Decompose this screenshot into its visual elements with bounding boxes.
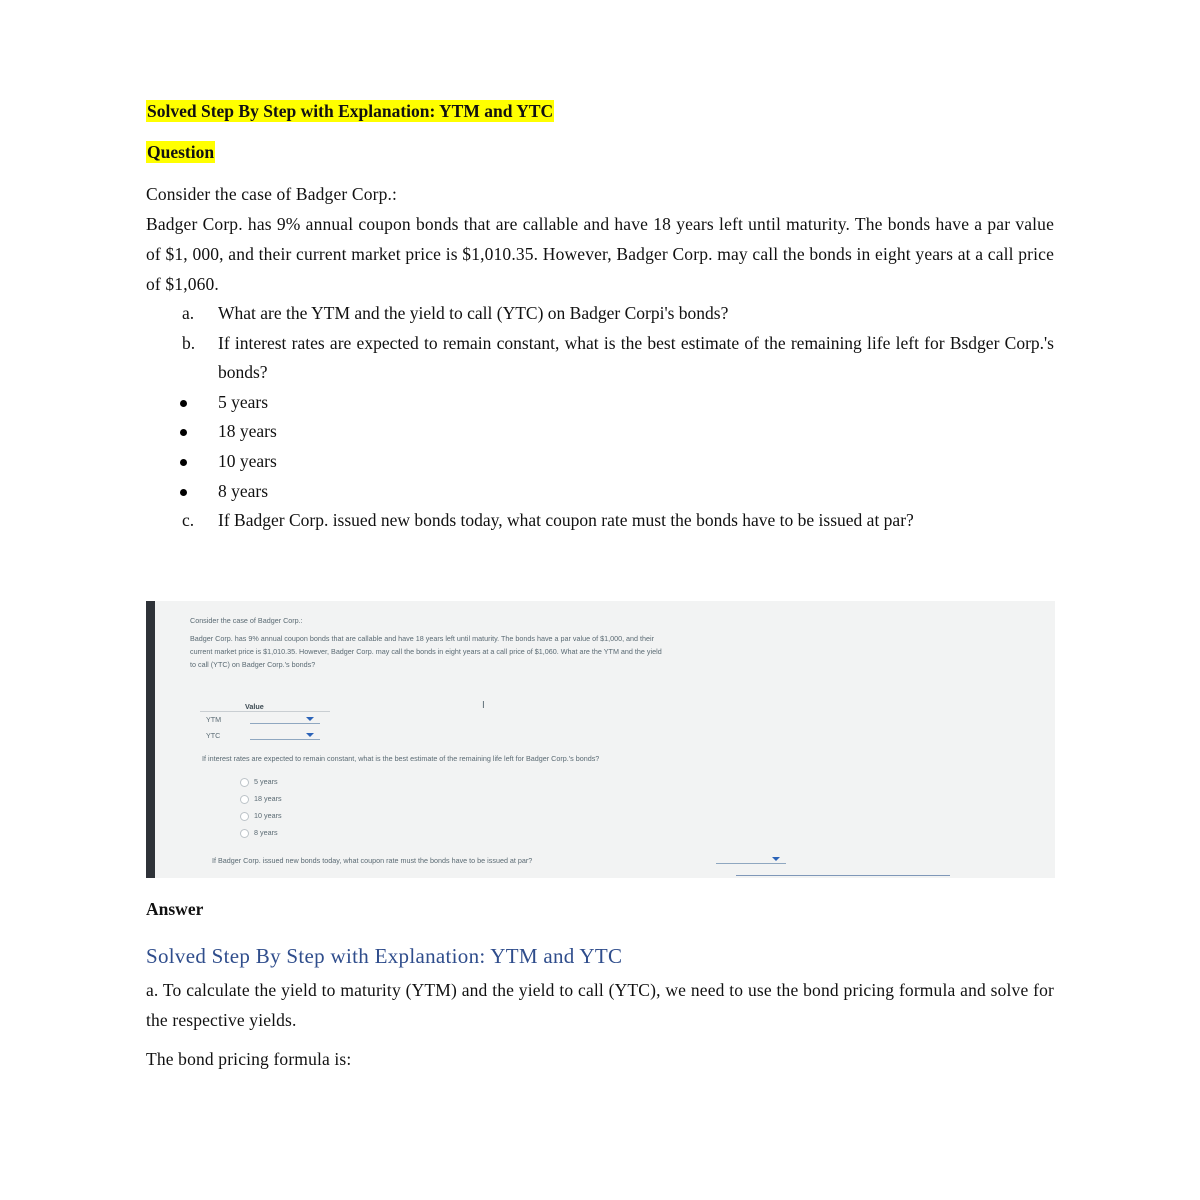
list-item	[182, 299, 1054, 329]
radio-10-years[interactable]	[240, 812, 249, 821]
radio-5-years[interactable]	[240, 778, 249, 787]
chevron-down-icon[interactable]	[306, 733, 314, 737]
chevron-down-icon[interactable]	[772, 857, 780, 861]
option-item	[218, 388, 1054, 418]
document-title: Solved Step By Step with Explanation: YTM and YTC	[147, 101, 554, 121]
chevron-down-icon[interactable]	[306, 717, 314, 721]
embedded-screenshot	[146, 601, 1055, 878]
list-item	[182, 506, 1054, 536]
list-text: If interest rates are expected to remain constant, what is the best estimate of the remaining life left for Bsdger Corp.'s bonds?	[218, 332, 1054, 383]
option-text: 18 years	[218, 421, 277, 442]
document-body	[146, 100, 1054, 536]
shot-bottom-line	[736, 875, 950, 876]
question-paragraph: Badger Corp. has 9% annual coupon bonds that are callable and have 18 years left until maturity. The bonds have a par value of $1, 000, and their current market price is $1,010.35. However, Badger Corp. may call the bonds in eight years at a call price of $1,060.	[146, 214, 1054, 294]
radio-18-years[interactable]	[240, 795, 249, 804]
screenshot-edge	[146, 601, 155, 878]
list-item	[182, 329, 1054, 388]
answer-label: Answer	[146, 899, 204, 919]
shot-paragraph-line: current market price is $1,010.35. However, Badger Corp. may call the bonds in eight years at a call price of $1,060. What are the YTM and the yield	[190, 647, 662, 656]
radio-label: 5 years	[254, 777, 278, 786]
list-mark: c.	[182, 510, 195, 531]
option-item	[218, 477, 1054, 507]
option-item	[218, 417, 1054, 447]
answer-subtitle: Solved Step By Step with Explanation: YTM and YTC	[146, 944, 623, 968]
radio-label: 10 years	[254, 811, 282, 820]
question-intro: Consider the case of Badger Corp.:	[146, 184, 398, 204]
bullet-icon	[180, 400, 187, 407]
value-header: Value	[245, 702, 264, 711]
option-text: 5 years	[218, 391, 269, 412]
shot-paragraph-line: Badger Corp. has 9% annual coupon bonds that are callable and have 18 years left until maturity. The bonds have a par value of $1,000, and their	[190, 634, 655, 643]
question-list	[182, 299, 1054, 536]
shot-question-b: If interest rates are expected to remain constant, what is the best estimate of the remaining life left for Badger Corp.'s bonds?	[202, 754, 600, 763]
radio-label: 8 years	[254, 828, 278, 837]
shot-intro: Consider the case of Badger Corp.:	[190, 616, 303, 625]
bullet-icon	[180, 459, 187, 466]
question-label: Question	[147, 142, 215, 162]
list-mark: a.	[182, 303, 195, 323]
text-cursor-icon: I	[482, 700, 485, 711]
ytc-label: YTC	[206, 731, 221, 740]
list-mark: b.	[182, 332, 196, 353]
option-text: 10 years	[218, 450, 277, 471]
shot-paragraph-line: to call (YTC) on Badger Corp.'s bonds?	[190, 660, 316, 669]
answer-paragraph: a. To calculate the yield to maturity (YTM) and the yield to call (YTC), we need to use the bond pricing formula and solve for the respective yields.	[146, 980, 1054, 1030]
radio-label: 18 years	[254, 794, 282, 803]
radio-8-years[interactable]	[240, 829, 249, 838]
option-item	[218, 447, 1054, 477]
bullet-icon	[180, 489, 187, 496]
list-text: What are the YTM and the yield to call (YTC) on Badger Corpi's bonds?	[218, 303, 729, 323]
ytm-label: YTM	[206, 715, 222, 724]
formula-intro: The bond pricing formula is:	[146, 1049, 352, 1069]
option-text: 8 years	[218, 480, 269, 501]
shot-question-c: If Badger Corp. issued new bonds today, what coupon rate must the bonds have to be issued at par?	[212, 856, 533, 865]
list-text: If Badger Corp. issued new bonds today, what coupon rate must the bonds have to be issued at par?	[218, 510, 914, 531]
bullet-icon	[180, 429, 187, 436]
table-divider	[200, 711, 330, 712]
